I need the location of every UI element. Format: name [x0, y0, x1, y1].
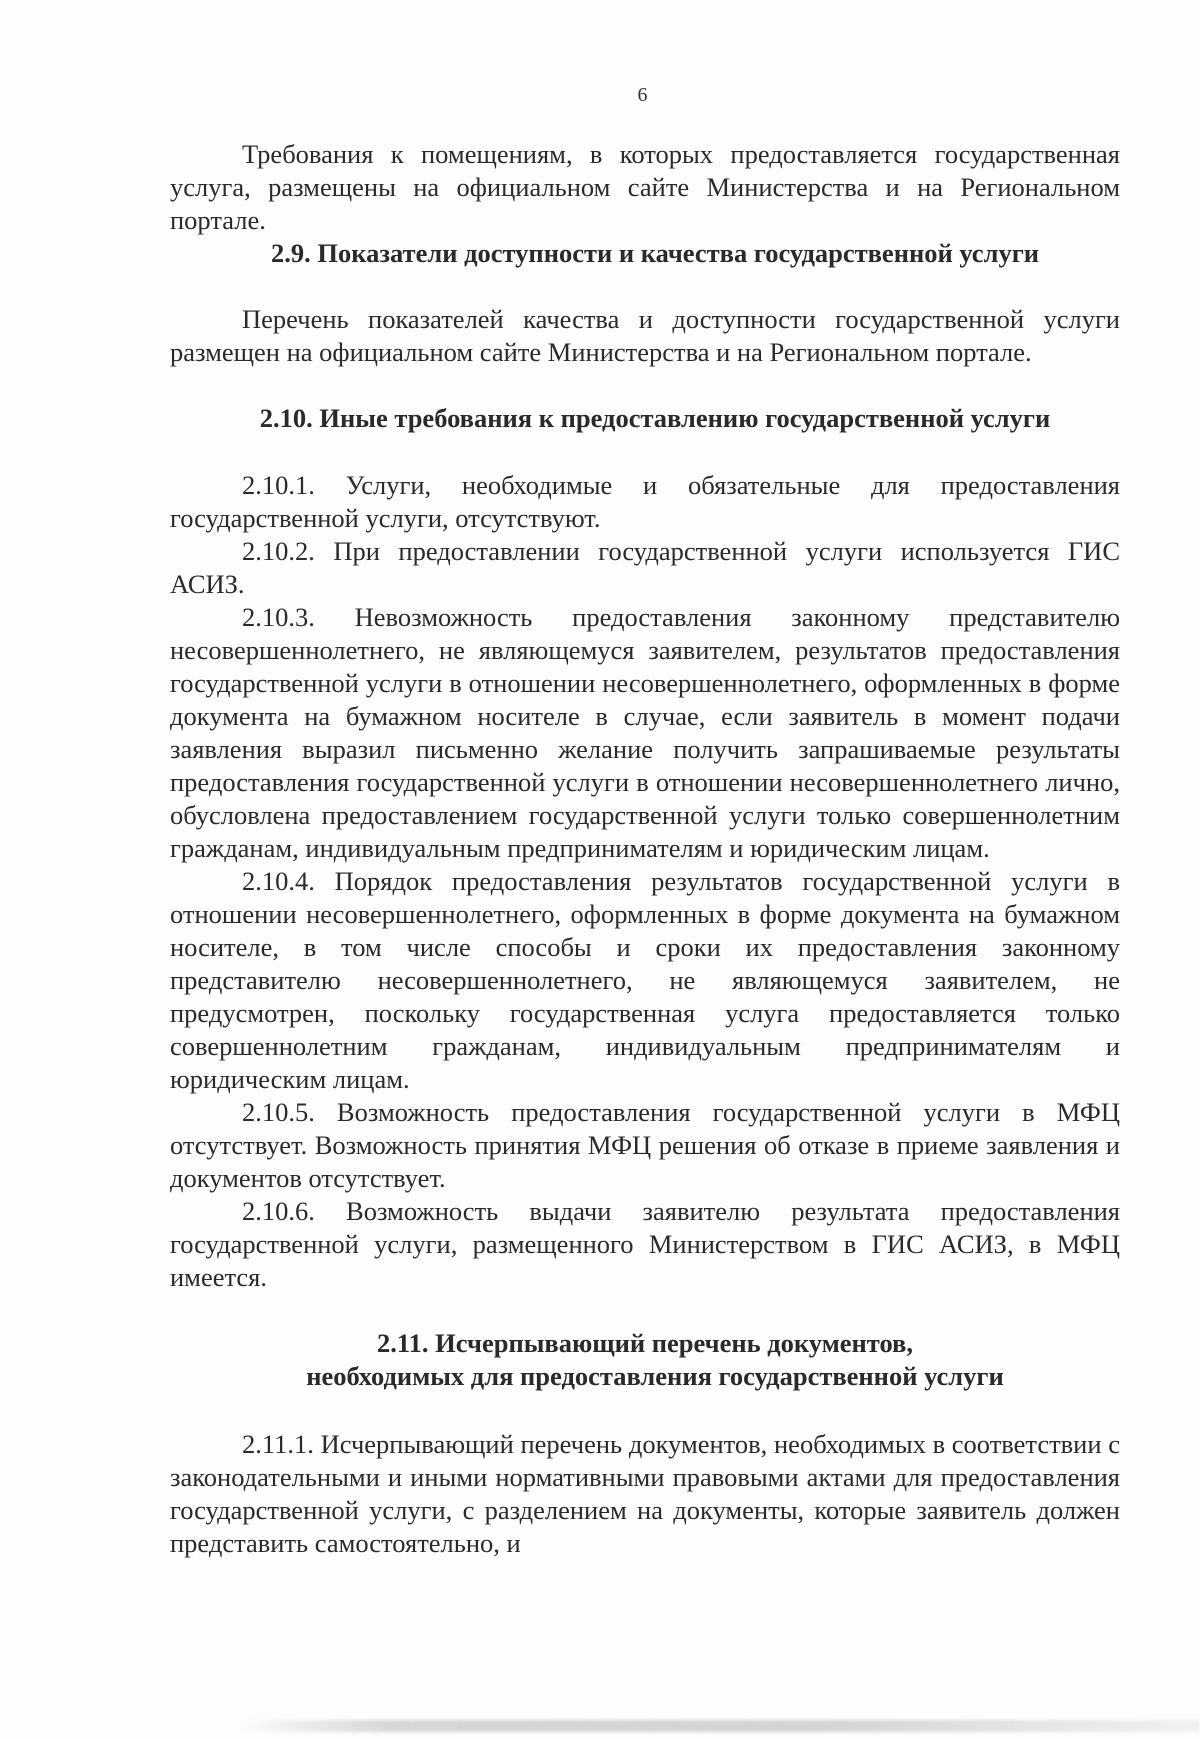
heading-2-9: 2.9. Показатели доступности и качества государственной услуги — [270, 238, 1039, 268]
heading-2-11-line-1: 2.11. Исчерпывающий перечень документов, — [377, 1328, 913, 1358]
paragraph-2-10-4: 2.10.4. Порядок предоставления результатов государственной услуги в отношении несовершеннолетнего, оформленных в форме документа на бумажном носителе, в том числе способы и сроки их предоставления законному представителю несовершеннолетнего, не являющемуся заявителем, не предусмотрен, поскольку государственная услуга предоставляется только совершеннолетним гражданам, индивидуальным предпринимателям и юридическим лицам. — [170, 866, 1120, 1094]
paragraph-2-11-1: 2.11.1. Исчерпывающий перечень документов, необходимых в соответствии с законодательными и иными нормативными правовыми актами для предоставления государственной услуги, с разделением на документы, которые заявитель должен представить самостоятельно, и — [170, 1429, 1120, 1558]
paragraph-2-10-3: 2.10.3. Невозможность предоставления законному представителю несовершеннолетнего, не являющемуся заявителем, результатов предоставления государственной услуги в отношении несовершеннолетнего, оформленных в форме документа на бумажном носителе в случае, если заявитель в момент подачи заявления выразил письменно желание получить запрашиваемые результаты предоставления государственной услуги в отношении несовершеннолетнего лично, обусловлена предоставлением государственной услуги только совершеннолетним гражданам, индивидуальным предпринимателям и юридическим лицам. — [170, 602, 1120, 863]
paragraph-premises-requirements: Требования к помещениям, в которых предоставляется государственная услуга, размещены на официальном сайте Министерства и на Региональном портале. — [170, 139, 1120, 235]
heading-2-11-line-2: необходимых для предоставления государственной услуги — [306, 1361, 1004, 1391]
paragraph-2-9-indicators: Перечень показателей качества и доступности государственной услуги размещен на официальном сайте Министерства и на Региональном портале. — [170, 304, 1120, 367]
paragraph-2-10-6: 2.10.6. Возможность выдачи заявителю результата предоставления государственной услуги, размещенного Министерством в ГИС АСИЗ, в МФЦ имеется. — [170, 1196, 1120, 1292]
page-number: 6 — [637, 84, 648, 106]
document-body — [170, 138, 1120, 1560]
paragraph-2-10-5: 2.10.5. Возможность предоставления государственной услуги в МФЦ отсутствует. Возможность принятия МФЦ решения об отказе в приеме заявления и документов отсутствует. — [170, 1097, 1120, 1193]
heading-2-10: 2.10. Иные требования к предоставлению государственной услуги — [259, 403, 1051, 433]
paragraph-2-10-2: 2.10.2. При предоставлении государственной услуги используется ГИС АСИЗ. — [170, 536, 1120, 599]
scan-edge-shadow — [240, 1720, 1200, 1732]
paragraph-2-10-1: 2.10.1. Услуги, необходимые и обязательные для предоставления государственной услуги, отсутствуют. — [170, 470, 1120, 533]
